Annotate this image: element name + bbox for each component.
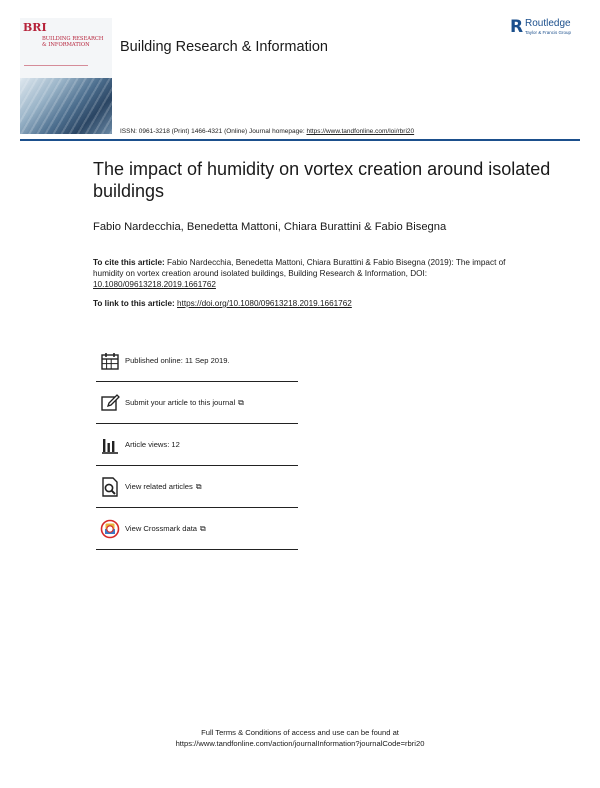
external-link-icon: ⧉ xyxy=(238,397,244,407)
citation-block xyxy=(93,257,513,290)
cover-divider xyxy=(24,65,88,66)
cover-logo: BRI xyxy=(23,21,47,34)
article-title: The impact of humidity on vortex creation around isolated buildings xyxy=(93,159,551,201)
footer xyxy=(0,727,600,749)
link-label: To link to this article: xyxy=(93,299,178,308)
action-published-online xyxy=(96,340,298,382)
article-actions-list xyxy=(96,340,298,550)
action-related-articles[interactable] xyxy=(96,466,298,508)
action-label: View Crossmark data xyxy=(125,524,198,533)
action-crossmark[interactable] xyxy=(96,508,298,550)
journal-title: Building Research & Information xyxy=(120,39,328,55)
header-divider xyxy=(20,139,580,141)
article-link-block xyxy=(93,299,352,308)
journal-homepage-link[interactable]: https://www.tandfonline.com/loi/rbri20 xyxy=(306,128,415,135)
action-article-views xyxy=(96,424,298,466)
action-label: Submit your article to this journal xyxy=(125,398,236,407)
issn-line xyxy=(120,128,414,135)
external-link-icon: ⧉ xyxy=(195,481,202,491)
action-label: Published online: 11 Sep 2019. xyxy=(125,356,230,365)
bar-chart-icon xyxy=(100,435,120,455)
article-authors: Fabio Nardecchia, Benedetta Mattoni, Chiara Burattini & Fabio Bisegna xyxy=(93,221,447,233)
search-document-icon xyxy=(100,477,120,497)
routledge-icon: R xyxy=(510,17,524,37)
cover-subtitle: BUILDING RESEARCH & INFORMATION xyxy=(42,36,104,48)
external-link-icon: ⧉ xyxy=(200,523,206,533)
calendar-icon xyxy=(100,351,120,371)
journal-cover-thumbnail xyxy=(20,18,112,134)
publisher-logo[interactable] xyxy=(510,17,592,39)
action-label: Article views: 12 xyxy=(125,440,180,449)
crossmark-icon xyxy=(100,519,120,539)
edit-icon xyxy=(100,393,120,413)
action-label: View related articles xyxy=(125,482,193,491)
doi-link[interactable]: 10.1080/09613218.2019.1661762 xyxy=(93,280,216,289)
action-submit-article[interactable] xyxy=(96,382,298,424)
publisher-tagline: Taylor & Francis Group xyxy=(525,30,572,35)
publisher-name: Routledge xyxy=(525,18,571,29)
footer-journal-info-link[interactable]: https://www.tandfonline.com/action/journalInformation?journalCode=rbri20 xyxy=(175,739,425,748)
cover-photo xyxy=(20,78,112,134)
article-doi-url[interactable]: https://doi.org/10.1080/09613218.2019.1661762 xyxy=(177,299,352,308)
footer-terms-text: Full Terms & Conditions of access and use can be found at xyxy=(201,728,399,737)
cite-label: To cite this article: xyxy=(93,258,165,267)
cite-text: Fabio Nardecchia, Benedetta Mattoni, Chiara Burattini & Fabio Bisegna (2019): The impact of humidity on vortex creation around isolated buildings, Building Research & Information, DOI: xyxy=(93,258,506,278)
issn-text: ISSN: 0961-3218 (Print) 1466-4321 (Online) Journal homepage: xyxy=(120,128,307,135)
